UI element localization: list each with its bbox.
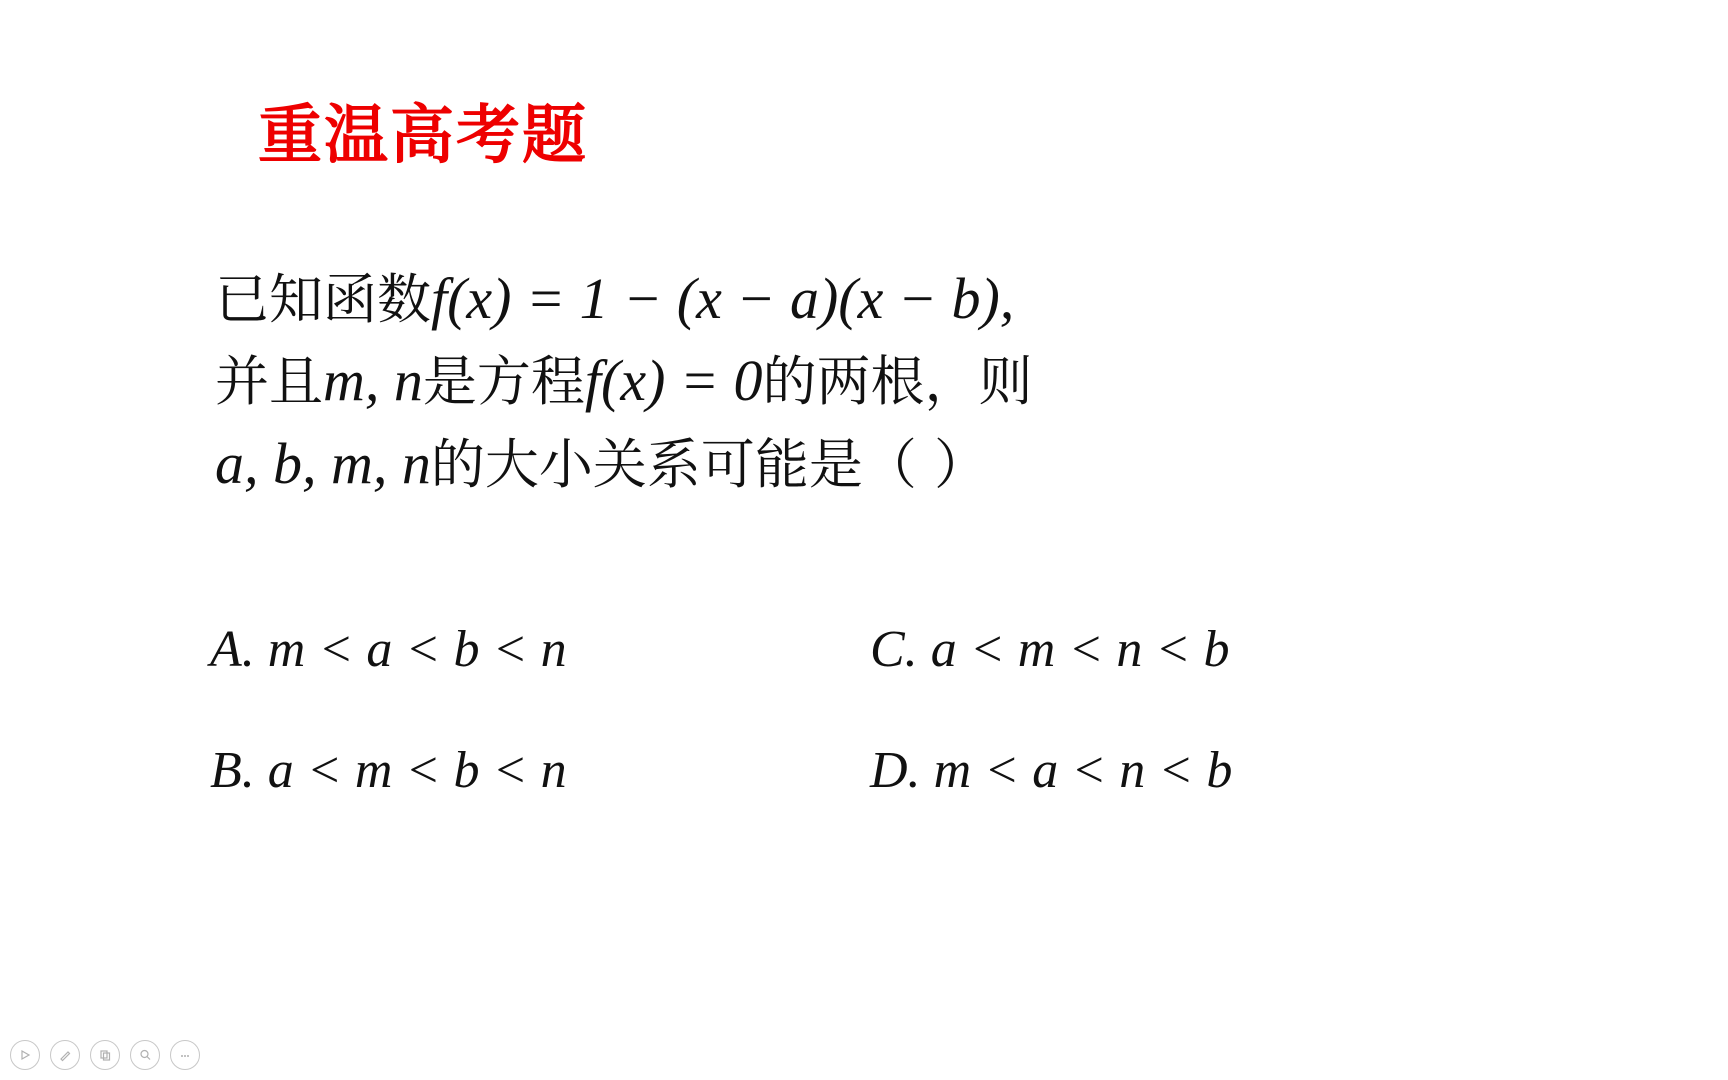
stem-line-2-cjk-b: 是方程 [422, 350, 585, 414]
bottom-toolbar[interactable] [10, 1040, 200, 1070]
stem-line-2-cjk-a: 并且 [215, 350, 323, 414]
stem-line-1-cjk: 已知函数 [215, 268, 431, 331]
play-icon[interactable] [10, 1040, 40, 1070]
stem-line-2-cjk-c: 的两根， [762, 350, 979, 414]
copy-icon[interactable] [90, 1040, 120, 1070]
option-b-text: a < m < b < n [267, 742, 567, 799]
stem-line-2-math-b: f(x) = 0 [584, 348, 763, 414]
stem-line-3-cjk: 的大小关系可能是（ ） [430, 432, 989, 496]
option-b[interactable] [210, 741, 870, 800]
stem-line-2-cjk-d: 则 [978, 350, 1033, 414]
option-d[interactable] [870, 741, 1470, 800]
stem-line-3 [215, 423, 1535, 505]
pen-icon[interactable] [50, 1040, 80, 1070]
stem-line-1-math: f(x) = 1 − (x − a)(x − b), [431, 266, 1015, 331]
stem-line-2 [215, 340, 1535, 422]
zoom-icon[interactable] [130, 1040, 160, 1070]
option-c[interactable] [870, 620, 1470, 679]
option-a-text: m < a < b < n [267, 621, 567, 678]
option-d-label: D. [870, 742, 921, 799]
option-a[interactable] [210, 620, 870, 679]
option-c-text: a < m < n < b [930, 621, 1230, 678]
option-b-label: B. [210, 742, 255, 799]
options-row [210, 741, 1540, 800]
option-c-label: C. [870, 621, 918, 678]
page-title: 重温高考题 [258, 99, 588, 173]
more-icon[interactable] [170, 1040, 200, 1070]
option-d-text: m < a < n < b [933, 742, 1233, 799]
stem-line-1 [215, 258, 1535, 340]
option-a-label: A. [210, 621, 255, 678]
question-stem [215, 258, 1535, 505]
options-row [210, 620, 1540, 679]
options-list [210, 620, 1540, 862]
stem-line-2-math-a: m, n [323, 348, 423, 414]
stem-line-3-math: a, b, m, n [215, 430, 431, 496]
